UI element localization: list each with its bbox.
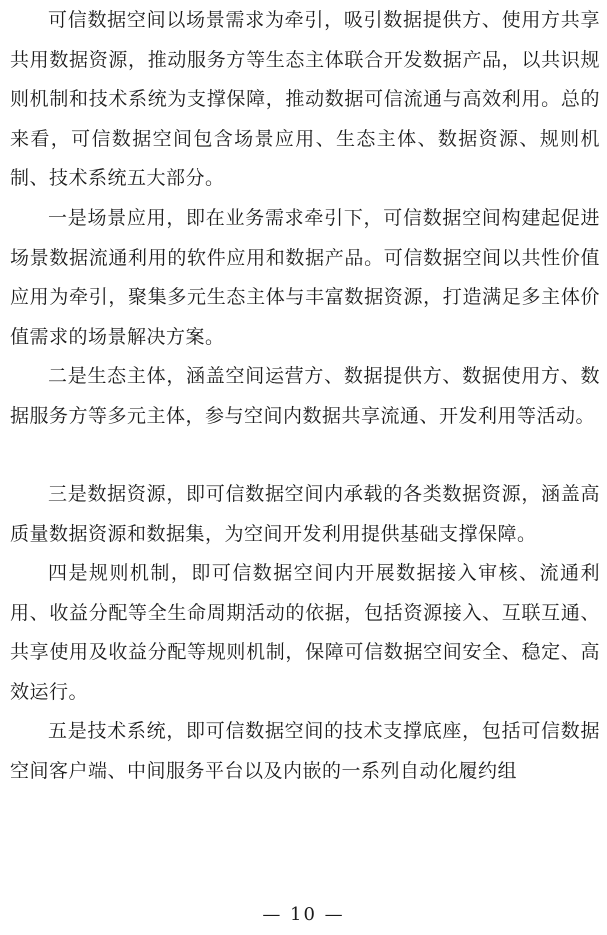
paragraph-data-resources: 三是数据资源，即可信数据空间内承载的各类数据资源，涵盖高质量数据资源和数据集，为空间开发利用提供基础支撑保障。	[10, 483, 600, 545]
page-number: — 10 —	[262, 904, 345, 925]
paragraph-rule-mechanisms: 四是规则机制，即可信数据空间内开展数据接入审核、流通利用、收益分配等全生命周期活动的依据，包括资源接入、互联互通、共享使用及收益分配等规则机制，保障可信数据空间安全、稳定、高效运行。	[10, 562, 600, 703]
paragraph-overview: 可信数据空间以场景需求为牵引，吸引数据提供方、使用方共享共用数据资源，推动服务方等生态主体联合开发数据产品，以共识规则机制和技术系统为支撑保障，推动数据可信流通与高效利用。总的来看，可信数据空间包含场景应用、生态主体、数据资源、规则机制、技术系统五大部分。	[10, 9, 600, 189]
paragraph-scenario-application: 一是场景应用，即在业务需求牵引下，可信数据空间构建起促进场景数据流通利用的软件应用和数据产品。可信数据空间以共性价值应用为牵引，聚集多元生态主体与丰富数据资源，打造满足多主体价值需求的场景解决方案。	[10, 207, 600, 348]
paragraph-ecosystem-entities: 二是生态主体，涵盖空间运营方、数据提供方、数据使用方、数据服务方等多元主体，参与空间内数据共享流通、开发利用等活动。	[10, 365, 600, 427]
paragraph-technical-systems: 五是技术系统，即可信数据空间的技术支撑底座，包括可信数据空间客户端、中间服务平台以及内嵌的一系列自动化履约组	[10, 720, 600, 782]
